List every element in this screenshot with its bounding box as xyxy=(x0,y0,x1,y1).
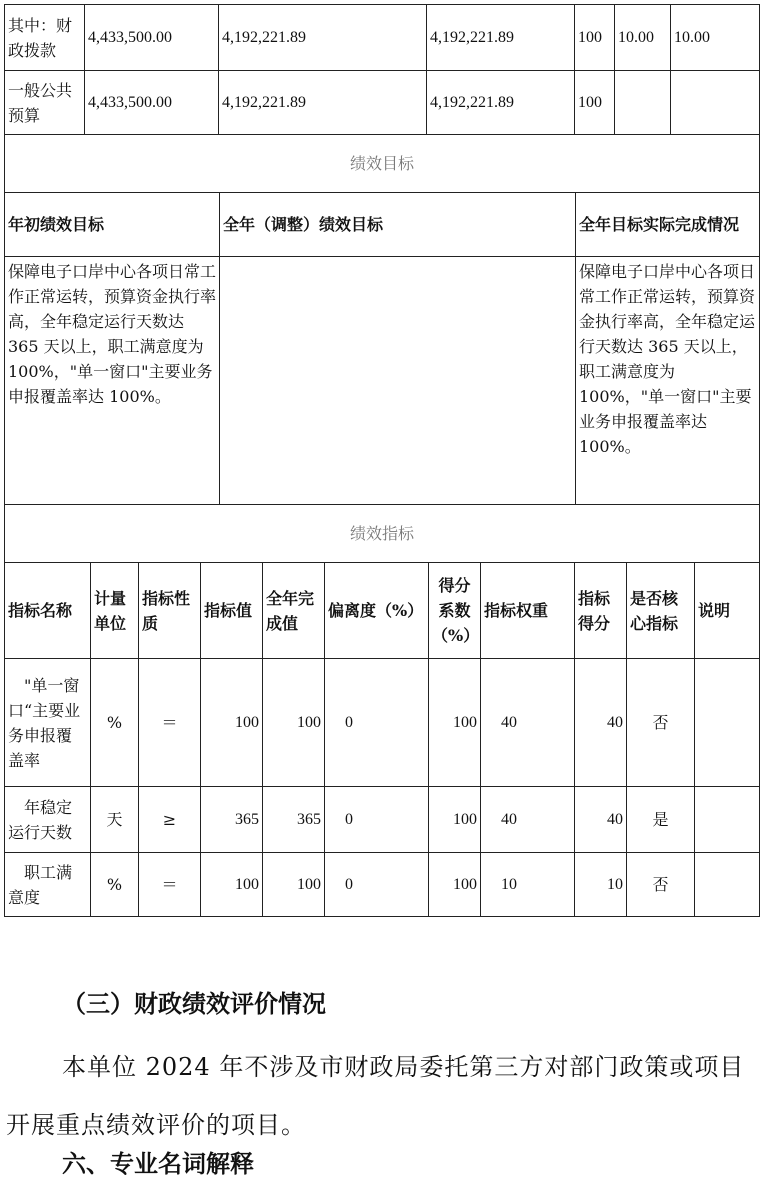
header-cell: 指标性质 xyxy=(139,563,201,659)
indicator-coef: 100 xyxy=(429,853,481,917)
header-cell: 得分系数（%） xyxy=(429,563,481,659)
indicator-done: 365 xyxy=(263,787,325,853)
indicator-done: 100 xyxy=(263,853,325,917)
indicator-coef: 100 xyxy=(429,787,481,853)
funding-score: 10.00 xyxy=(671,5,760,71)
funding-actual: 4,192,221.89 xyxy=(427,5,575,71)
indicator-core: 是 xyxy=(627,787,695,853)
section3-paragraph: 本单位 2024 年不涉及市财政局委托第三方对部门政策或项目开展重点绩效评价的项目。 xyxy=(6,1053,745,1139)
funding-actual: 4,192,221.89 xyxy=(427,71,575,135)
indicator-note xyxy=(695,787,760,853)
adjusted-goal-text xyxy=(220,257,576,505)
actual-completion-text: 保障电子口岸中心各项日常工作正常运转，预算资金执行率高，全年稳定运行天数达 365 天以上，职工满意度为 100%，"单一窗口"主要业务申报覆盖率达 100%。 xyxy=(576,257,760,505)
indicator-note xyxy=(695,659,760,787)
indicator-score: 10 xyxy=(575,853,627,917)
indicator-core: 否 xyxy=(627,659,695,787)
header-cell: 指标得分 xyxy=(575,563,627,659)
funding-adjusted: 4,192,221.89 xyxy=(219,5,427,71)
funding-budget: 4,433,500.00 xyxy=(85,5,219,71)
funding-label: 一般公共预算 xyxy=(5,71,85,135)
indicator-score: 40 xyxy=(575,787,627,853)
indicator-unit: % xyxy=(91,853,139,917)
indicators-header-row xyxy=(5,563,760,659)
indicator-deviation: 0 xyxy=(325,787,429,853)
indicator-name: 年稳定运行天数 xyxy=(5,787,91,853)
indicator-nature: ＝ xyxy=(139,659,201,787)
indicator-name: 职工满意度 xyxy=(5,853,91,917)
goals-section-title: 绩效目标 xyxy=(5,135,760,193)
header-cell: 是否核心指标 xyxy=(627,563,695,659)
indicator-nature: ≥ xyxy=(139,787,201,853)
section6-heading: 六、专业名词解释 xyxy=(62,1150,254,1178)
header-cell: 说明 xyxy=(695,563,760,659)
indicator-core: 否 xyxy=(627,853,695,917)
funding-row xyxy=(5,71,760,135)
indicator-row xyxy=(5,853,760,917)
funding-rate: 100 xyxy=(575,71,615,135)
indicator-target: 365 xyxy=(201,787,263,853)
funding-table xyxy=(4,4,760,135)
indicator-weight: 40 xyxy=(481,787,575,853)
indicators-section-title: 绩效指标 xyxy=(5,505,760,563)
header-cell: 指标值 xyxy=(201,563,263,659)
indicators-table xyxy=(4,504,760,917)
funding-rate: 100 xyxy=(575,5,615,71)
indicator-weight: 10 xyxy=(481,853,575,917)
goals-table xyxy=(4,134,760,505)
indicator-row xyxy=(5,659,760,787)
funding-weight: 10.00 xyxy=(615,5,671,71)
funding-label: 其中：财政拨款 xyxy=(5,5,85,71)
funding-row xyxy=(5,5,760,71)
indicator-target: 100 xyxy=(201,659,263,787)
indicator-name: "单一窗口“主要业务申报覆盖率 xyxy=(5,659,91,787)
col-actual-completion: 全年目标实际完成情况 xyxy=(576,193,760,257)
indicator-unit: % xyxy=(91,659,139,787)
header-cell: 指标名称 xyxy=(5,563,91,659)
header-cell: 计量单位 xyxy=(91,563,139,659)
indicator-weight: 40 xyxy=(481,659,575,787)
header-cell: 全年完成值 xyxy=(263,563,325,659)
header-cell: 偏离度（%） xyxy=(325,563,429,659)
funding-weight xyxy=(615,71,671,135)
indicator-done: 100 xyxy=(263,659,325,787)
indicator-score: 40 xyxy=(575,659,627,787)
funding-budget: 4,433,500.00 xyxy=(85,71,219,135)
col-initial-goal: 年初绩效目标 xyxy=(5,193,220,257)
header-cell: 指标权重 xyxy=(481,563,575,659)
funding-score xyxy=(671,71,760,135)
indicator-row xyxy=(5,787,760,853)
indicator-target: 100 xyxy=(201,853,263,917)
funding-adjusted: 4,192,221.89 xyxy=(219,71,427,135)
initial-goal-text: 保障电子口岸中心各项日常工作正常运转，预算资金执行率高，全年稳定运行天数达 365 天以上，职工满意度为 100%，"单一窗口"主要业务申报覆盖率达 100%。 xyxy=(5,257,220,505)
indicator-deviation: 0 xyxy=(325,853,429,917)
indicator-note xyxy=(695,853,760,917)
section3-heading: （三）财政绩效评价情况 xyxy=(62,989,326,1018)
col-adjusted-goal: 全年（调整）绩效目标 xyxy=(220,193,576,257)
indicator-deviation: 0 xyxy=(325,659,429,787)
indicator-unit: 天 xyxy=(91,787,139,853)
indicator-coef: 100 xyxy=(429,659,481,787)
indicator-nature: ＝ xyxy=(139,853,201,917)
